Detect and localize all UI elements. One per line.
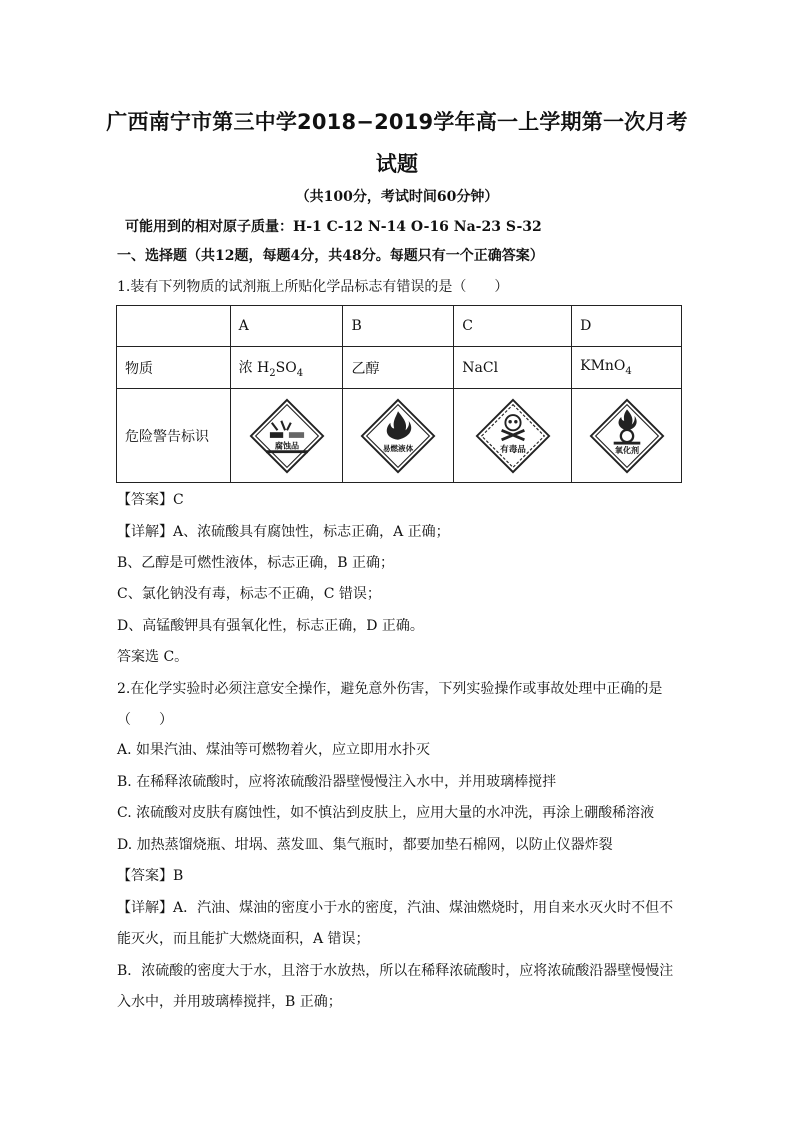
toxic-icon bbox=[475, 398, 551, 474]
sign-cell-d bbox=[572, 389, 682, 483]
table-row-signs bbox=[117, 389, 682, 483]
sign-cell-c bbox=[454, 389, 572, 483]
substance-a: 浓 $H_2SO_4$ bbox=[230, 347, 343, 389]
q2-explanation-line: 【详解】A．汽油、煤油的密度小于水的密度，汽油、煤油燃烧时，用自来水灭火时不但不 bbox=[117, 900, 674, 916]
column-header-a: A bbox=[230, 306, 343, 347]
q1-explanation-line: B、乙醇是可燃性液体，标志正确，B 正确； bbox=[117, 555, 395, 571]
q1-explanation-line: 【详解】A、浓硫酸具有腐蚀性，标志正确，A 正确； bbox=[117, 524, 450, 540]
row-label-substance: 物质 bbox=[117, 347, 231, 389]
sign-cell-b bbox=[343, 389, 454, 483]
table-corner-cell bbox=[117, 306, 231, 347]
corrosive-icon bbox=[249, 398, 325, 474]
svg-text:氧化剂: 氧化剂 bbox=[614, 445, 639, 455]
substance-c: NaCl bbox=[454, 347, 572, 389]
q1-answer: 【答案】C bbox=[117, 492, 184, 508]
table-row-substance bbox=[117, 347, 682, 389]
atomic-mass-line: 可能用到的相对原子质量：H-1 C-12 N-14 O-16 Na-23 S-32 bbox=[125, 219, 542, 235]
column-header-c: C bbox=[454, 306, 572, 347]
sign-cell-a bbox=[230, 389, 343, 483]
exam-subtitle: （共100分，考试时间60分钟） bbox=[295, 189, 499, 205]
q2-stem-continued: （ ） bbox=[117, 712, 173, 728]
q1-explanation-line: 答案选 C。 bbox=[117, 649, 189, 665]
substance-b: 乙醇 bbox=[343, 347, 454, 389]
oxidizer-icon bbox=[589, 398, 665, 474]
page-title: 广西南宁市第三中学2018−2019学年高一上学期第一次月考 bbox=[106, 110, 688, 134]
column-header-b: B bbox=[343, 306, 454, 347]
flammable-liquid-icon bbox=[360, 398, 436, 474]
q2-explanation-line: B．浓硫酸的密度大于水，且溶于水放热，所以在稀释浓硫酸时，应将浓硫酸沿器壁慢慢注 bbox=[117, 963, 674, 979]
q2-option-d: D. 加热蒸馏烧瓶、坩埚、蒸发皿、集气瓶时，都要加垫石棉网，以防止仪器炸裂 bbox=[117, 837, 613, 853]
q1-explanation-line: C、氯化钠没有毒，标志不正确，C 错误； bbox=[117, 586, 381, 602]
svg-text:腐蚀品: 腐蚀品 bbox=[274, 440, 299, 450]
table-header-row bbox=[117, 306, 682, 347]
substance-d: KMnO$_4$ bbox=[572, 347, 682, 389]
q2-option-a: A. 如果汽油、煤油等可燃物着火，应立即用水扑灭 bbox=[117, 742, 431, 758]
q2-explanation-line: 入水中，并用玻璃棒搅拌，B 正确； bbox=[117, 994, 342, 1010]
q1-explanation-line: D、高锰酸钾具有强氧化性，标志正确，D 正确。 bbox=[117, 618, 424, 634]
q2-answer: 【答案】B bbox=[117, 868, 184, 884]
q2-option-c: C. 浓硫酸对皮肤有腐蚀性，如不慎沾到皮肤上，应用大量的水冲洗，再涂上硼酸稀溶液 bbox=[117, 805, 655, 821]
row-label-warning-signs: 危险警告标识 bbox=[117, 389, 231, 483]
svg-text:有毒品: 有毒品 bbox=[499, 444, 526, 455]
q1-stem: 1.装有下列物质的试剂瓶上所贴化学品标志有错误的是（ ） bbox=[117, 279, 509, 295]
q2-stem: 2.在化学实验时必须注意安全操作，避免意外伤害，下列实验操作或事故处理中正确的是 bbox=[117, 681, 663, 697]
svg-text:易燃液体: 易燃液体 bbox=[383, 443, 414, 453]
q2-option-b: B. 在稀释浓硫酸时，应将浓硫酸沿器壁慢慢注入水中，并用玻璃棒搅拌 bbox=[117, 774, 557, 790]
q1-table bbox=[116, 305, 682, 483]
page-title-continued: 试题 bbox=[375, 152, 419, 176]
column-header-d: D bbox=[572, 306, 682, 347]
section-heading: 一、选择题（共12题，每题4分，共48分。每题只有一个正确答案） bbox=[117, 248, 544, 264]
q2-explanation-line: 能灭火，而且能扩大燃烧面积，A 错误； bbox=[117, 931, 370, 947]
